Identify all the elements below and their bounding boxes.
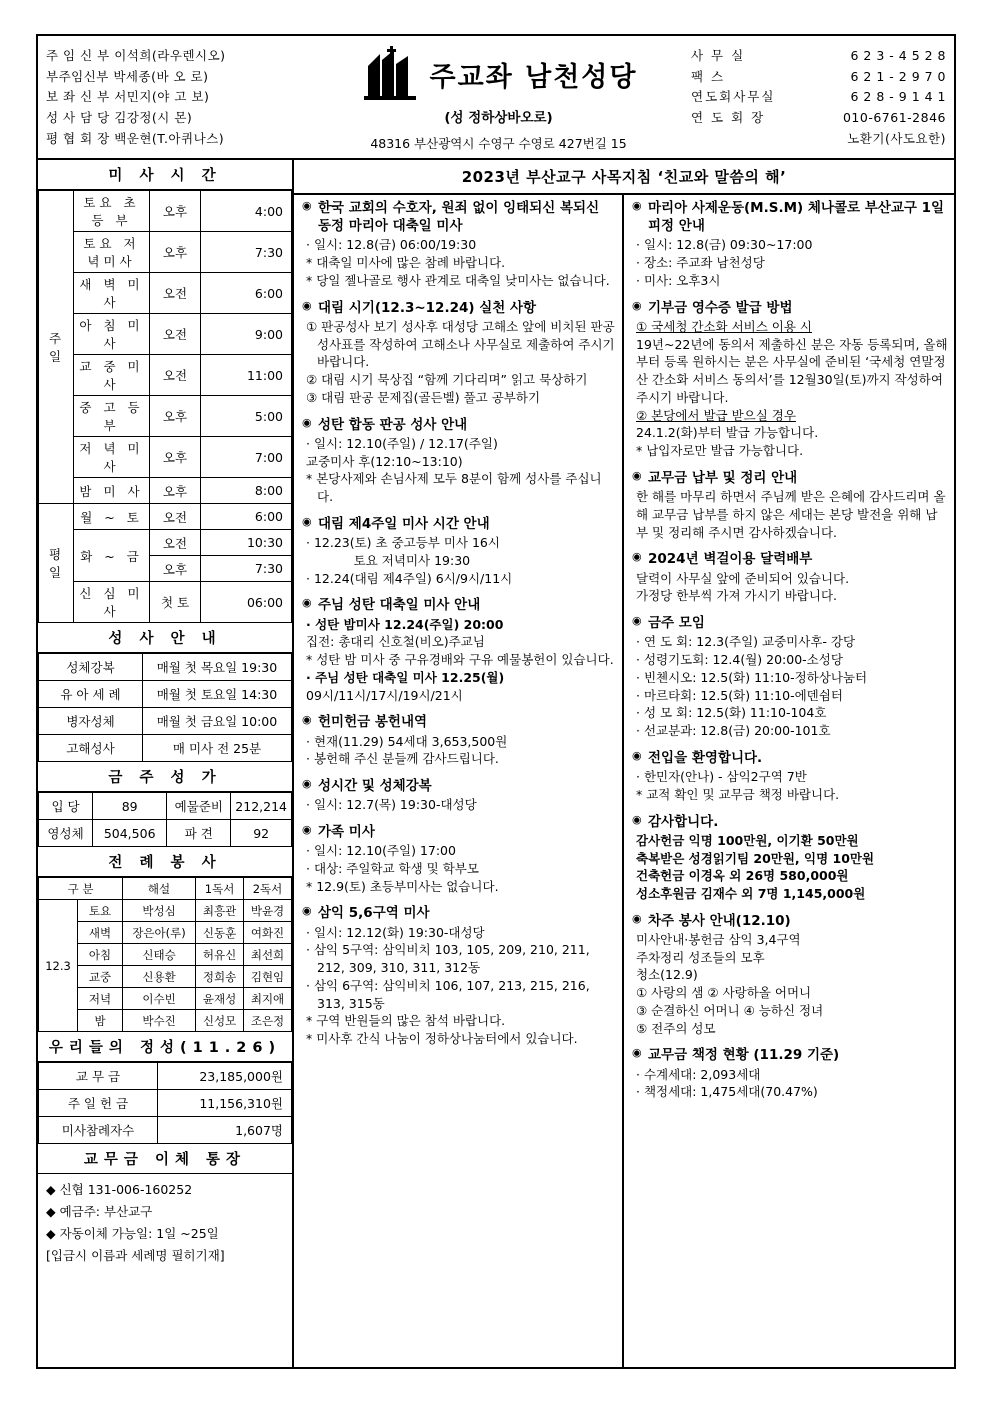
offering-key: 미사참례자수: [39, 1117, 158, 1144]
liturgy-service-title: 전 례 봉 사: [38, 847, 292, 877]
mass-ampm: 첫 토: [150, 582, 201, 623]
liturgy-reader1: 허유신: [196, 944, 244, 966]
notice-line: 19년~22년에 동의서 제출하신 분은 자동 등록되며, 올해부터 등록 원하시는 분은 사무실에 준비된 ‘국세청 연말정산 간소화 서비스 동의서’를 12월30일(토)까지 작성하여 주시기 바랍니다.: [636, 336, 948, 405]
mass-time: 10:30: [201, 530, 292, 556]
mass-ampm: 오전: [150, 355, 201, 396]
table-row: [39, 735, 292, 762]
notice-line: · 장소: 주교좌 남천성당: [636, 255, 765, 271]
mass-ampm: 오후: [150, 556, 201, 582]
hymn-table: [38, 792, 292, 847]
mass-time: 4:00: [201, 191, 292, 232]
hymn-title: 금 주 성 가: [38, 762, 292, 792]
mass-time: 5:00: [201, 396, 292, 437]
notice-item: [302, 713, 616, 768]
notice-title: ◉ 전입을 환영합니다.: [632, 749, 948, 767]
notice-line: · 12.24(대림 제4주일) 6시/9시/11시: [306, 570, 513, 586]
notice-line: 건축헌금 이경옥 외 26명 580,000원: [636, 868, 849, 884]
contact-label: 팩 스: [691, 68, 726, 84]
notice-column-right: [624, 195, 954, 1367]
church-logo-icon: [360, 46, 422, 102]
notice-body: [302, 318, 616, 407]
liturgy-reader2: 조은정: [244, 1010, 292, 1032]
mass-ampm: 오후: [150, 437, 201, 478]
hymn-value: 92: [231, 820, 292, 847]
notice-line: · 일시: 12.12(화) 19:30-대성당: [306, 924, 485, 940]
notice-line: · 일시: 12.10(주일) 17:00: [306, 843, 456, 859]
contact-value: 010-6761-2846: [842, 109, 946, 125]
notice-line: 감사헌금 익명 100만원, 이기환 50만원: [636, 832, 859, 848]
notice-body: [302, 842, 616, 895]
mass-ampm: 오후: [150, 478, 201, 504]
clergy-line: 주 임 신 부 이석희(라우렌시오): [46, 48, 226, 63]
table-row: [39, 1063, 292, 1090]
notice-line: * 대축일 미사에 많은 참례 바랍니다.: [306, 255, 506, 271]
notice-line: · 일시: 12.8(금) 09:30~17:00: [636, 237, 813, 253]
column-header: 1독서: [196, 878, 244, 900]
mass-time: 6:00: [201, 504, 292, 530]
clergy-line: 부주임신부 박세종(바 오 로): [46, 68, 209, 84]
table-row: [39, 232, 292, 273]
notice-title: ◉ 한국 교회의 수호자, 원죄 없이 잉태되신 복되신 동정 마리아 대축일 미사: [302, 199, 616, 235]
liturgy-commentator: 신태승: [123, 944, 196, 966]
notice-title: ◉ 삼익 5,6구역 미사: [302, 904, 616, 922]
mass-ampm: 오전: [150, 530, 201, 556]
bank-title: 교무금 이체 통장: [38, 1144, 292, 1174]
notice-line: * 납입자로만 발급 가능합니다.: [636, 443, 804, 459]
notice-line: 집전: 총대리 신호철(비오)주교님: [306, 634, 485, 650]
notice-line: · 봉헌해 주신 분들께 감사드립니다.: [306, 751, 499, 767]
notice-title: ◉ 기부금 영수증 발급 방법: [632, 299, 948, 317]
notice-line: 교중미사 후(12:10~13:10): [306, 453, 463, 469]
notice-line: · 빈첸시오: 12.5(화) 11:10-정하상나눔터: [636, 669, 868, 685]
notice-line: · 대상: 주일학교 학생 및 학부모: [306, 860, 479, 876]
mass-ampm: 오전: [150, 273, 201, 314]
notice-body: [632, 318, 948, 460]
table-row: [39, 437, 292, 478]
offering-value: 23,185,000원: [158, 1063, 292, 1090]
contact-list: [691, 46, 946, 152]
notice-body: [632, 633, 948, 740]
table-row: [39, 582, 292, 623]
hymn-key: 입 당: [39, 793, 93, 820]
notice-item: [632, 1046, 948, 1101]
notice-line: · 12.23(토) 초 중고등부 미사 16시: [306, 535, 500, 551]
contact-value: 6 2 3 - 4 5 2 8: [850, 48, 946, 63]
notice-title: ◉ 가족 미사: [302, 823, 616, 841]
notice-title: ◉ 대림 시기(12.3~12.24) 실천 사항: [302, 299, 616, 317]
notice-line: ③ 대림 판공 문제집(골든벨) 풀고 공부하기: [306, 389, 541, 405]
bank-line: ◆ 신협 131-006-160252: [46, 1182, 193, 1197]
mass-time: 06:00: [201, 582, 292, 623]
hymn-key: 영성체: [39, 820, 93, 847]
notice-title: ◉ 마리아 사제운동(M.S.M) 체나콜로 부산교구 1일 피정 안내: [632, 199, 948, 235]
offering-value: 1,607명: [158, 1117, 292, 1144]
sacrament-when: 매월 첫 목요일 19:30: [143, 654, 292, 681]
column-header: 해설: [123, 878, 196, 900]
contact-value: 노환기(사도요한): [847, 130, 946, 146]
liturgy-reader2: 최지애: [244, 988, 292, 1010]
column-header: 구 분: [39, 878, 123, 900]
notice-item: [302, 416, 616, 506]
notice-body: [302, 924, 616, 1048]
mass-time: 6:00: [201, 273, 292, 314]
notice-line: ③ 순결하신 어머니 ④ 능하신 정녀: [636, 1002, 824, 1018]
liturgy-reader1: 윤재성: [196, 988, 244, 1010]
sacrament-when: 매 미사 전 25분: [143, 735, 292, 762]
notice-body: [632, 931, 948, 1038]
liturgy-time: 토요: [78, 900, 123, 922]
sacrament-when: 매월 첫 토요일 14:30: [143, 681, 292, 708]
notice-item: [632, 199, 948, 290]
notice-title: ◉ 금주 모임: [632, 614, 948, 632]
mass-name: 신 심 미 사: [74, 582, 150, 623]
liturgy-commentator: 장은아(루): [123, 922, 196, 944]
contact-label: 연 도 회 장: [691, 109, 766, 125]
table-row: [39, 793, 292, 820]
notice-body: [302, 435, 616, 506]
table-row: [39, 478, 292, 504]
notice-line: · 성령기도회: 12.4(월) 20:00-소성당: [636, 652, 843, 668]
mass-schedule-table: [38, 190, 292, 623]
contact-line: [691, 108, 946, 129]
notice-body: [632, 488, 948, 541]
notice-body: [302, 796, 616, 814]
notice-line: · 일시: 12.8(금) 06:00/19:30: [306, 237, 477, 253]
liturgy-reader2: 최선희: [244, 944, 292, 966]
notice-line: · 한민자(안나) - 삼익2구역 7반: [636, 769, 807, 785]
contact-value: 6 2 1 - 2 9 7 0: [850, 68, 946, 84]
table-row: [39, 878, 292, 900]
offering-key: 교 무 금: [39, 1063, 158, 1090]
offering-key: 주 일 헌 금: [39, 1090, 158, 1117]
notice-body: [632, 768, 948, 804]
table-row: [39, 900, 292, 922]
liturgy-time: 아침: [78, 944, 123, 966]
notice-line: * 성탄 밤 미사 중 구유경배와 구유 예물봉헌이 있습니다.: [306, 652, 614, 668]
notice-line: · 마르타회: 12.5(화) 11:10-에덴쉼터: [636, 687, 843, 703]
notice-item: [302, 199, 616, 290]
mass-ampm: 오전: [150, 504, 201, 530]
notice-item: [632, 813, 948, 903]
mass-time: 7:00: [201, 437, 292, 478]
sacrament-name: 성체강복: [39, 654, 143, 681]
notice-body: [302, 733, 616, 769]
bank-line: ◆ 자동이체 가능일: 1일 ~25일: [46, 1225, 219, 1241]
table-row: [39, 1117, 292, 1144]
notice-line: * 교적 확인 및 교무금 책정 바랍니다.: [636, 786, 840, 802]
bank-line: ◆ 예금주: 부산교구: [46, 1203, 153, 1219]
mass-name: 월 ~ 토: [74, 504, 150, 530]
church-name: 주교좌 남천성당: [429, 61, 638, 93]
notice-line: ① 판공성사 보기 성사후 대성당 고해소 앞에 비치된 판공성사표를 작성하여 고해소나 사무실로 제출하여 주시기 바랍니다.: [306, 318, 615, 370]
notice-title: ◉ 헌미헌금 봉헌내역: [302, 713, 616, 731]
notice-line: * 구역 반원들의 많은 참석 바랍니다.: [306, 1013, 506, 1029]
table-row: [39, 355, 292, 396]
clergy-line: 성 사 담 당 김강정(시 몬): [46, 109, 193, 125]
notice-line: · 일시: 12.7(목) 19:30-대성당: [306, 797, 477, 813]
mass-name: 교 중 미 사: [74, 355, 150, 396]
table-row: [39, 504, 292, 530]
notice-body: [632, 1066, 948, 1102]
clergy-list: [46, 46, 306, 152]
notice-title: ◉ 주님 성탄 대축일 미사 안내: [302, 596, 616, 614]
bulletin-sheet: [36, 34, 956, 1369]
left-column: [38, 160, 294, 1367]
notice-area: [294, 160, 954, 1367]
clergy-line: 보 좌 신 부 서민지(야 고 보): [46, 89, 210, 105]
notice-line: 성소후원금 김재수 외 7명 1,145,000원: [636, 886, 866, 901]
notice-line: · 삼익 6구역: 삼익비치 106, 107, 213, 215, 216, 313, 315동: [306, 977, 590, 1011]
notice-line: * 당일 젤나골로 행사 관계로 대축일 낮미사는 없습니다.: [306, 272, 610, 288]
column-header: 2독서: [244, 878, 292, 900]
liturgy-reader2: 박윤경: [244, 900, 292, 922]
mass-name: 새 벽 미 사: [74, 273, 150, 314]
notice-line: ② 대림 시기 묵상집 “함께 기다리며” 읽고 묵상하기: [306, 372, 588, 388]
notice-line: 주차정리 성조들의 모후: [636, 949, 765, 965]
notice-body: [302, 616, 616, 705]
notice-line: * 미사후 간식 나눔이 정하상나눔터에서 있습니다.: [306, 1031, 578, 1047]
hymn-value: 212,214: [231, 793, 292, 820]
mass-name: 화 ~ 금: [74, 530, 150, 582]
notice-line: · 일시: 12.10(주일) / 12.17(주일): [306, 435, 498, 451]
mass-name: 중 고 등 부: [74, 396, 150, 437]
notice-line: ⑤ 전주의 성모: [636, 1020, 716, 1036]
table-row: [39, 530, 292, 556]
notice-line: · 선교분과: 12.8(금) 20:00-101호: [636, 723, 831, 739]
title-block: [306, 46, 691, 152]
notice-line: 달력이 사무실 앞에 준비되어 있습니다.: [636, 570, 850, 586]
notice-item: [632, 299, 948, 460]
mass-time: 7:30: [201, 556, 292, 582]
notice-line: · 삼익 5구역: 삼익비치 103, 105, 209, 210, 211, 212, 309, 310, 311, 312동: [306, 942, 590, 976]
notice-line: 토요 저녁미사 19:30: [306, 552, 471, 568]
liturgy-service-table: [38, 877, 292, 1032]
notice-line: 09시/11시/17시/19시/21시: [306, 687, 463, 703]
bank-info: [38, 1174, 292, 1272]
notice-item: [632, 469, 948, 541]
notice-line: · 책정세대: 1,475세대(70.47%): [636, 1084, 818, 1100]
liturgy-date: 12.3: [39, 900, 78, 1032]
table-row: [39, 273, 292, 314]
liturgy-reader1: 최흥관: [196, 900, 244, 922]
mass-name: 저 녁 미 사: [74, 437, 150, 478]
liturgy-reader2: 김현임: [244, 966, 292, 988]
notice-line: 축복받은 성경읽기팀 20만원, 익명 10만원: [636, 850, 875, 866]
liturgy-reader1: 신동훈: [196, 922, 244, 944]
liturgy-reader1: 정희송: [196, 966, 244, 988]
notice-item: [632, 749, 948, 804]
notice-item: [302, 904, 616, 1047]
pastoral-banner: 2023년 부산교구 사목지침 ‘친교와 말씀의 해’: [294, 160, 954, 195]
mass-time: 11:00: [201, 355, 292, 396]
notice-item: [302, 515, 616, 587]
table-row: [39, 396, 292, 437]
hymn-key: 파 견: [167, 820, 231, 847]
notice-item: [632, 550, 948, 605]
notice-line: ② 본당에서 발급 받으실 경우: [636, 407, 796, 423]
table-row: [39, 820, 292, 847]
liturgy-reader2: 여화진: [244, 922, 292, 944]
mass-name: 토요 저녁미사: [74, 232, 150, 273]
mass-schedule-title: 미 사 시 간: [38, 160, 292, 190]
liturgy-time: 교중: [78, 966, 123, 988]
table-row: [39, 191, 292, 232]
hymn-value: 89: [93, 793, 167, 820]
liturgy-commentator: 신용환: [123, 966, 196, 988]
liturgy-commentator: 이수빈: [123, 988, 196, 1010]
mass-ampm: 오후: [150, 232, 201, 273]
mass-ampm: 오후: [150, 191, 201, 232]
contact-line: [691, 87, 946, 108]
contact-value: 6 2 8 - 9 1 4 1: [850, 89, 946, 105]
contact-line: [691, 46, 946, 67]
offering-title: 우리들의 정성(11.26): [38, 1032, 292, 1062]
notice-title: ◉ 교무금 납부 및 정리 안내: [632, 469, 948, 487]
header: [38, 36, 954, 160]
notice-line: 가정당 한부씩 가져 가시기 바랍니다.: [636, 588, 837, 604]
notice-line: ① 국세청 간소화 서비스 이용 시: [636, 318, 812, 334]
body: [38, 160, 954, 1367]
notice-title: ◉ 차주 봉사 안내(12.10): [632, 912, 948, 930]
offering-table: [38, 1062, 292, 1144]
offering-value: 11,156,310원: [158, 1090, 292, 1117]
sacrament-name: 병자성체: [39, 708, 143, 735]
notice-item: [302, 823, 616, 895]
notice-item: [632, 614, 948, 740]
notice-title: ◉ 성탄 합동 판공 성사 안내: [302, 416, 616, 434]
sacrament-name: 고해성사: [39, 735, 143, 762]
notice-line: · 주님 성탄 대축일 미사 12.25(월): [306, 669, 505, 685]
clergy-line: 평 협 회 장 백운현(T.아퀴나스): [46, 130, 225, 146]
notice-line: · 연 도 회: 12.3(주일) 교중미사후- 강당: [636, 634, 856, 650]
notice-title: ◉ 성시간 및 성체강복: [302, 777, 616, 795]
notice-title: ◉ 감사합니다.: [632, 813, 948, 831]
sacrament-when: 매월 첫 금요일 10:00: [143, 708, 292, 735]
notice-line: · 성 모 회: 12.5(화) 11:10-104호: [636, 705, 827, 721]
notice-line: 청소(12.9): [636, 967, 698, 983]
notice-body: [302, 236, 616, 289]
notice-line: · 수계세대: 2,093세대: [636, 1066, 761, 1082]
notice-line: * 12.9(토) 초등부미사는 없습니다.: [306, 878, 499, 894]
sacrament-table: [38, 653, 292, 762]
hymn-key: 예물준비: [167, 793, 231, 820]
notice-line: · 현재(11.29) 54세대 3,653,500원: [306, 733, 508, 749]
mass-ampm: 오전: [150, 314, 201, 355]
notice-line: ① 사랑의 샘 ② 사랑하올 어머니: [636, 985, 812, 1001]
notice-item: [302, 299, 616, 407]
notice-column-middle: [294, 195, 624, 1367]
contact-line: [691, 129, 946, 150]
church-address: 48316 부산광역시 수영구 수영로 427번길 15: [370, 136, 627, 151]
contact-label: 사 무 실: [691, 48, 746, 63]
liturgy-time: 저녁: [78, 988, 123, 1010]
notice-title: ◉ 2024년 벽걸이용 달력배부: [632, 550, 948, 568]
notice-body: [302, 534, 616, 587]
mass-time: 9:00: [201, 314, 292, 355]
notice-body: [632, 832, 948, 903]
notice-title: ◉ 대림 제4주일 미사 시간 안내: [302, 515, 616, 533]
sacrament-title: 성 사 안 내: [38, 623, 292, 653]
liturgy-commentator: 박수진: [123, 1010, 196, 1032]
table-row: [39, 681, 292, 708]
notice-title: ◉ 교무금 책정 현황 (11.29 기준): [632, 1046, 948, 1064]
liturgy-commentator: 박성심: [123, 900, 196, 922]
table-row: [39, 708, 292, 735]
notice-line: 미사안내·봉헌금 삼익 3,4구역: [636, 931, 801, 947]
patron-name: (성 정하상바오로): [444, 110, 553, 126]
mass-time: 8:00: [201, 478, 292, 504]
sunday-label: 주 일: [39, 191, 74, 504]
notice-body: [632, 236, 948, 289]
liturgy-time: 새벽: [78, 922, 123, 944]
notice-line: · 성탄 밤미사 12.24(주일) 20:00: [306, 616, 504, 632]
mass-name: 밤 미 사: [74, 478, 150, 504]
table-row: [39, 314, 292, 355]
mass-time: 7:30: [201, 232, 292, 273]
table-row: [39, 654, 292, 681]
weekday-label: 평 일: [39, 504, 74, 623]
liturgy-time: 밤: [78, 1010, 123, 1032]
contact-label: 연도회사무실: [691, 89, 776, 105]
notice-line: 24.1.2(화)부터 발급 가능합니다.: [636, 425, 819, 441]
notice-line: · 미사: 오후3시: [636, 272, 721, 288]
notice-item: [632, 912, 948, 1038]
mass-name: 토요 초 등 부: [74, 191, 150, 232]
hymn-value: 504,506: [93, 820, 167, 847]
notice-line: 한 해를 마무리 하면서 주님께 받은 은혜에 감사드리며 올해 교무금 납부를 하지 않은 세대는 본당 발전을 위해 납부 및 정리해 주시면 감사하겠습니다.: [636, 489, 946, 540]
notice-line: * 본당사제와 손님사제 모두 8분이 함께 성사를 주십니다.: [306, 471, 602, 505]
table-row: [39, 1090, 292, 1117]
mass-ampm: 오후: [150, 396, 201, 437]
sacrament-name: 유 아 세 례: [39, 681, 143, 708]
notice-item: [302, 596, 616, 704]
mass-name: 아 침 미 사: [74, 314, 150, 355]
contact-line: [691, 67, 946, 88]
bank-line: [입금시 이름과 세례명 필히기재]: [46, 1247, 225, 1263]
notice-body: [632, 570, 948, 606]
liturgy-reader1: 신성모: [196, 1010, 244, 1032]
notice-item: [302, 777, 616, 814]
